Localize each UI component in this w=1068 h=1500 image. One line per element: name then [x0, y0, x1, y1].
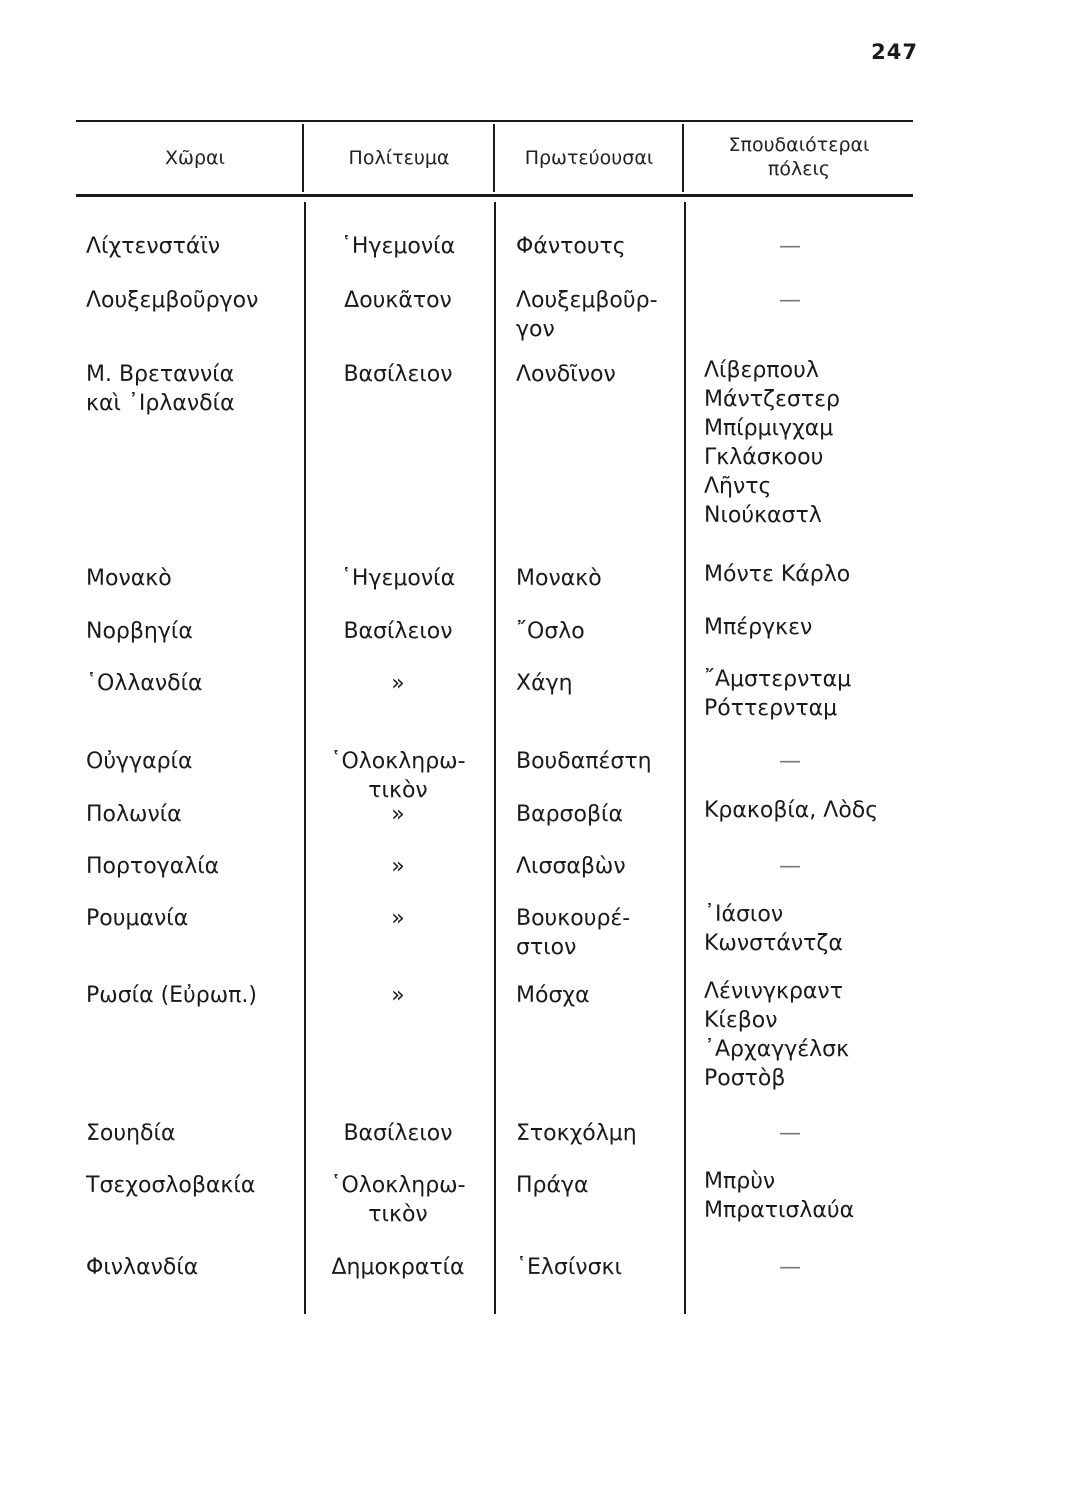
table-cell-cities [760, 232, 820, 261]
cities-text: Λίβερπουλ [704, 358, 819, 383]
country-text: ῾Ολλανδία [86, 671, 203, 696]
table-cell-cities [760, 852, 820, 881]
cities-text: ᾿Αρχαγγέλσκ [704, 1037, 850, 1062]
country-text: Νορβηγία [86, 619, 193, 644]
table-cell-cities [704, 613, 914, 642]
government-text: ῾Ηγεμονία [340, 566, 456, 591]
cities-text: Λένινγκραντ [704, 979, 843, 1004]
capital-text: Λισσαβὼν [516, 854, 626, 879]
table-cell-country [86, 360, 301, 418]
government-text: ῾Ολοκληρω- [330, 749, 466, 774]
table-cell-capital [516, 747, 681, 776]
capital-text: ῎Οσλο [516, 619, 585, 644]
government-text: » [391, 854, 405, 879]
header-cities [686, 133, 912, 181]
country-text: Φινλανδία [86, 1255, 199, 1280]
capital-text: Φάντουτς [516, 234, 626, 259]
cities-text: Κρακοβία, Λὸδς [704, 798, 879, 823]
table-cell-cities [704, 665, 914, 723]
government-text: Βασίλειον [343, 1121, 453, 1146]
country-text: καὶ ᾿Ιρλανδία [86, 391, 235, 416]
table-cell-capital [516, 360, 681, 389]
country-text: Πορτογαλία [86, 854, 220, 879]
header-cities-line1: Σπουδαιότεραι [728, 134, 870, 156]
table-cell-capital [516, 617, 681, 646]
header-divider-1 [302, 124, 304, 192]
capital-text: ῾Ελσίνσκι [516, 1255, 622, 1280]
capital-text: Λονδῖνον [516, 362, 616, 387]
header-capital: Πρωτεύουσαι [524, 147, 654, 169]
cities-text: Λῆντς [704, 474, 772, 499]
table-cell-government [308, 286, 488, 315]
capital-text: Μόσχα [516, 983, 590, 1008]
cities-text: Μπρὺν [704, 1169, 776, 1194]
government-text: » [391, 906, 405, 931]
table-cell-capital [516, 904, 681, 962]
table-cell-government [308, 1253, 488, 1282]
cities-text: ῎Αμστερνταμ [704, 667, 852, 692]
cities-text: Κωνστάντζα [704, 931, 843, 956]
table-cell-capital [516, 286, 681, 344]
table-cell-country [86, 800, 301, 829]
cities-text: Μπέργκεν [704, 615, 813, 640]
table-cell-government [308, 852, 488, 881]
government-text: τικὸν [368, 778, 428, 803]
table-cell-country [86, 669, 301, 698]
government-text: Δουκᾶτον [344, 288, 452, 313]
table-cell-capital [516, 1253, 681, 1282]
country-text: Ρωσία (Εὐρωπ.) [86, 983, 257, 1008]
cities-text: Κίεβον [704, 1008, 778, 1033]
cities-text: Μάντζεστερ [704, 387, 840, 412]
country-text: Οὐγγαρία [86, 749, 193, 774]
empty-dash: — [779, 749, 801, 774]
header-divider-3 [682, 124, 684, 192]
table-cell-cities [760, 1253, 820, 1282]
header-bottom-rule [76, 194, 913, 197]
table-cell-cities [704, 900, 914, 958]
government-text: ῾Ολοκληρω- [330, 1173, 466, 1198]
country-text: Πολωνία [86, 802, 182, 827]
country-text: Λίχτενστάϊν [86, 234, 221, 259]
table-cell-capital [516, 1119, 681, 1148]
table-cell-country [86, 286, 301, 315]
table-cell-capital [516, 1171, 681, 1200]
table-cell-country [86, 617, 301, 646]
government-text: Βασίλειον [343, 362, 453, 387]
cities-text: Μπρατισλαύα [704, 1198, 855, 1223]
table-cell-capital [516, 981, 681, 1010]
cities-text: Γκλάσκοου [704, 445, 824, 470]
table-cell-government [308, 669, 488, 698]
cities-text: Ροστὸβ [704, 1066, 786, 1091]
empty-dash: — [779, 234, 801, 259]
country-text: Σουηδία [86, 1121, 176, 1146]
column-divider-1 [304, 202, 306, 1314]
table-cell-cities [704, 796, 914, 825]
table-cell-government [308, 360, 488, 389]
cities-text: Νιούκαστλ [704, 503, 822, 528]
government-text: Δημοκρατία [331, 1255, 465, 1280]
table-cell-cities [704, 977, 914, 1093]
table-cell-government [308, 1119, 488, 1148]
table-cell-country [86, 852, 301, 881]
table-cell-capital [516, 232, 681, 261]
table-cell-government [308, 747, 488, 805]
table-cell-cities [760, 747, 820, 776]
government-text: » [391, 802, 405, 827]
table-cell-cities [760, 286, 820, 315]
capital-text: Λουξεμβοῦρ- [516, 288, 658, 313]
government-text: Βασίλειον [343, 619, 453, 644]
cities-text: Ρόττερνταμ [704, 696, 838, 721]
capital-text: Πράγα [516, 1173, 589, 1198]
cities-text: Μόντε Κάρλο [704, 562, 851, 587]
empty-dash: — [779, 854, 801, 879]
table-cell-cities [704, 1167, 914, 1225]
country-text: Λουξεμβοῦργον [86, 288, 259, 313]
table-cell-cities [704, 356, 914, 530]
table-cell-capital [516, 852, 681, 881]
table-cell-country [86, 747, 301, 776]
capital-text: Βαρσοβία [516, 802, 623, 827]
table-cell-capital [516, 800, 681, 829]
table-top-rule [76, 120, 913, 122]
capital-text: Βουδαπέστη [516, 749, 652, 774]
capital-text: Χάγη [516, 671, 573, 696]
government-text: » [391, 983, 405, 1008]
empty-dash: — [779, 1121, 801, 1146]
table-cell-government [308, 981, 488, 1010]
table-cell-country [86, 904, 301, 933]
table-cell-government [308, 800, 488, 829]
capital-text: στιον [516, 935, 577, 960]
table-cell-government [308, 904, 488, 933]
cities-text: ᾿Ιάσιον [704, 902, 784, 927]
header-country: Χῶραι [165, 147, 225, 169]
table-cell-country [86, 1253, 301, 1282]
table-cell-government [308, 232, 488, 261]
empty-dash: — [779, 1255, 801, 1280]
table-cell-government [308, 617, 488, 646]
table-cell-cities [760, 1119, 820, 1148]
cities-text: Μπίρμιγχαμ [704, 416, 834, 441]
header-divider-2 [493, 124, 495, 192]
capital-text: Βουκουρέ- [516, 906, 631, 931]
table-cell-country [86, 564, 301, 593]
column-divider-2 [494, 202, 496, 1314]
table-cell-country [86, 232, 301, 261]
table-cell-cities [704, 560, 914, 589]
country-text: Μ. Βρεταννία [86, 362, 235, 387]
government-text: τικὸν [368, 1202, 428, 1227]
page-number: 247 [871, 40, 918, 64]
table-cell-capital [516, 669, 681, 698]
country-text: Ρουμανία [86, 906, 189, 931]
government-text: » [391, 671, 405, 696]
table-cell-country [86, 1119, 301, 1148]
header-cities-line2: πόλεις [767, 158, 831, 180]
table-cell-country [86, 1171, 301, 1200]
table-cell-government [308, 564, 488, 593]
table-cell-government [308, 1171, 488, 1229]
capital-text: Στοκχόλμη [516, 1121, 637, 1146]
government-text: ῾Ηγεμονία [340, 234, 456, 259]
capital-text: Μονακὸ [516, 566, 602, 591]
header-government: Πολίτευμα [348, 147, 450, 169]
table-cell-country [86, 981, 301, 1010]
country-text: Τσεχοσλοβακία [86, 1173, 256, 1198]
capital-text: γον [516, 317, 555, 342]
table-cell-capital [516, 564, 681, 593]
empty-dash: — [779, 288, 801, 313]
column-divider-3 [684, 202, 686, 1314]
country-text: Μονακὸ [86, 566, 172, 591]
